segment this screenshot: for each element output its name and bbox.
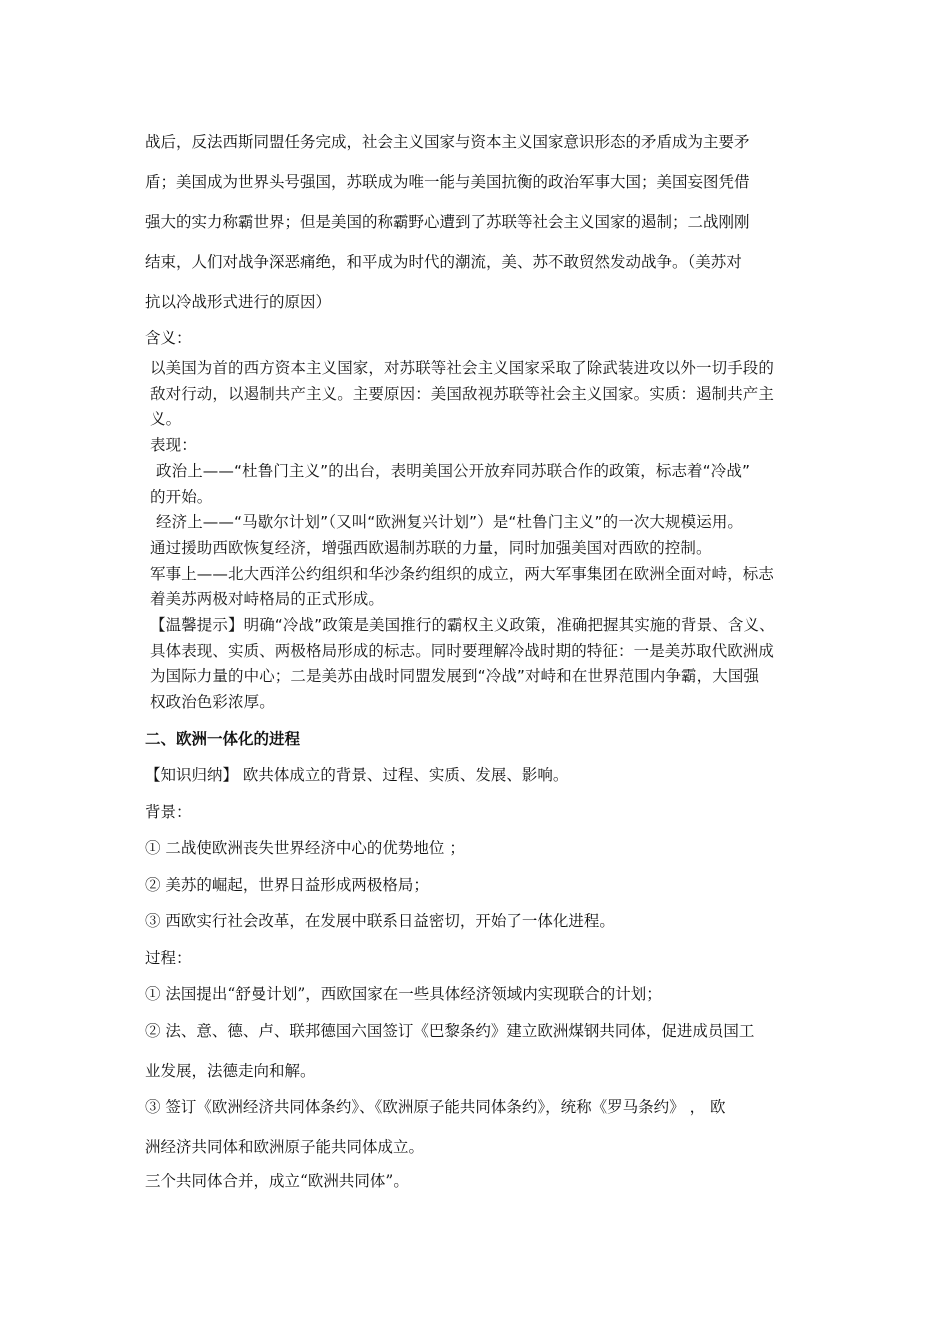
intro-line: 盾；美国成为世界头号强国，苏联成为唯一能与美国抗衡的政治军事大国；美国妄图凭借 — [145, 173, 750, 191]
scan-line: 【温馨提示】明确“冷战”政策是美国推行的霸权主义政策，准确把握其实施的背景、含义、 — [150, 616, 775, 635]
intro-paragraph — [145, 122, 815, 322]
scan-line: 的开始。 — [150, 487, 213, 506]
background-item: ③ 西欧实行社会改革，在发展中联系日益密切，开始了一体化进程。 — [145, 912, 615, 930]
background-item: ② 美苏的崛起，世界日益形成两极格局； — [145, 875, 429, 894]
scan-line: 经济上——“马歇尔计划”（又叫“欧洲复兴计划”）是“杜鲁门主义”的一次大规模运用。 — [156, 513, 744, 532]
scan-line: 以美国为首的西方资本主义国家，对苏联等社会主义国家采取了除武装进攻以外一切手段的 — [150, 359, 775, 377]
knowledge-summary: 【知识归纳】 欧共体成立的背景、过程、实质、发展、影响。 — [145, 766, 569, 784]
process-item-continued: 业发展，法德走向和解。 — [145, 1061, 316, 1080]
scan-line: 军事上——北大西洋公约组织和华沙条约组织的成立，两大军事集团在欧洲全面对峙，标志 — [150, 564, 775, 583]
process-item-continued: 洲经济共同体和欧洲原子能共同体成立。 — [145, 1138, 425, 1156]
meaning-label: 含义： — [145, 329, 192, 347]
section-title: 二、欧洲一体化的进程 — [145, 730, 301, 748]
scan-line: 权政治色彩浓厚。 — [150, 693, 275, 712]
process-item: ① 法国提出“舒曼计划”，西欧国家在一些具体经济领域内实现联合的计划； — [145, 985, 662, 1003]
background-label: 背景： — [145, 802, 192, 821]
process-label: 过程： — [145, 948, 192, 967]
scanned-text-block — [150, 356, 818, 716]
intro-line: 战后，反法西斯同盟任务完成，社会主义国家与资本主义国家意识形态的矛盾成为主要矛 — [145, 133, 750, 151]
intro-line: 抗以冷战形式进行的原因） — [145, 293, 332, 311]
scan-line: 通过援助西欧恢复经济，增强西欧遏制苏联的力量，同时加强美国对西欧的控制。 — [150, 538, 712, 557]
merge-statement: 三个共同体合并，成立“欧洲共同体”。 — [145, 1172, 409, 1190]
scan-line: 敌对行动，以遏制共产主义。主要原因：美国敌视苏联等社会主义国家。实质：遏制共产主 — [150, 384, 775, 403]
section-body — [145, 763, 810, 1206]
process-item: ③ 签订《欧洲经济共同体条约》、《欧洲原子能共同体条约》，统称《罗马条约》 ， 欧 — [145, 1098, 726, 1116]
scan-line: 义。 — [150, 410, 182, 429]
scan-line: 表现： — [150, 436, 197, 455]
scan-line: 着美苏两极对峙格局的正式形成。 — [150, 590, 385, 609]
scan-line: 政治上——“杜鲁门主义”的出台，表明美国公开放弃同苏联合作的政策，标志着“冷战” — [156, 461, 751, 480]
process-item: ② 法、意、德、卢、联邦德国六国签订《巴黎条约》建立欧洲煤钢共同体，促进成员国工 — [145, 1021, 755, 1040]
scan-line: 为国际力量的中心；二是美苏由战时同盟发展到“冷战”对峙和在世界范围内争霸，大国强 — [150, 667, 760, 686]
intro-line: 结束，人们对战争深恶痛绝，和平成为时代的潮流，美、苏不敢贸然发动战争。（美苏对 — [145, 253, 742, 271]
intro-line: 强大的实力称霸世界；但是美国的称霸野心遭到了苏联等社会主义国家的遏制；二战刚刚 — [145, 213, 750, 231]
background-item: ① 二战使欧洲丧失世界经济中心的优势地位 ； — [145, 839, 465, 857]
scan-line: 具体表现、实质、两极格局形成的标志。同时要理解冷战时期的特征：一是美苏取代欧洲成 — [150, 641, 775, 660]
